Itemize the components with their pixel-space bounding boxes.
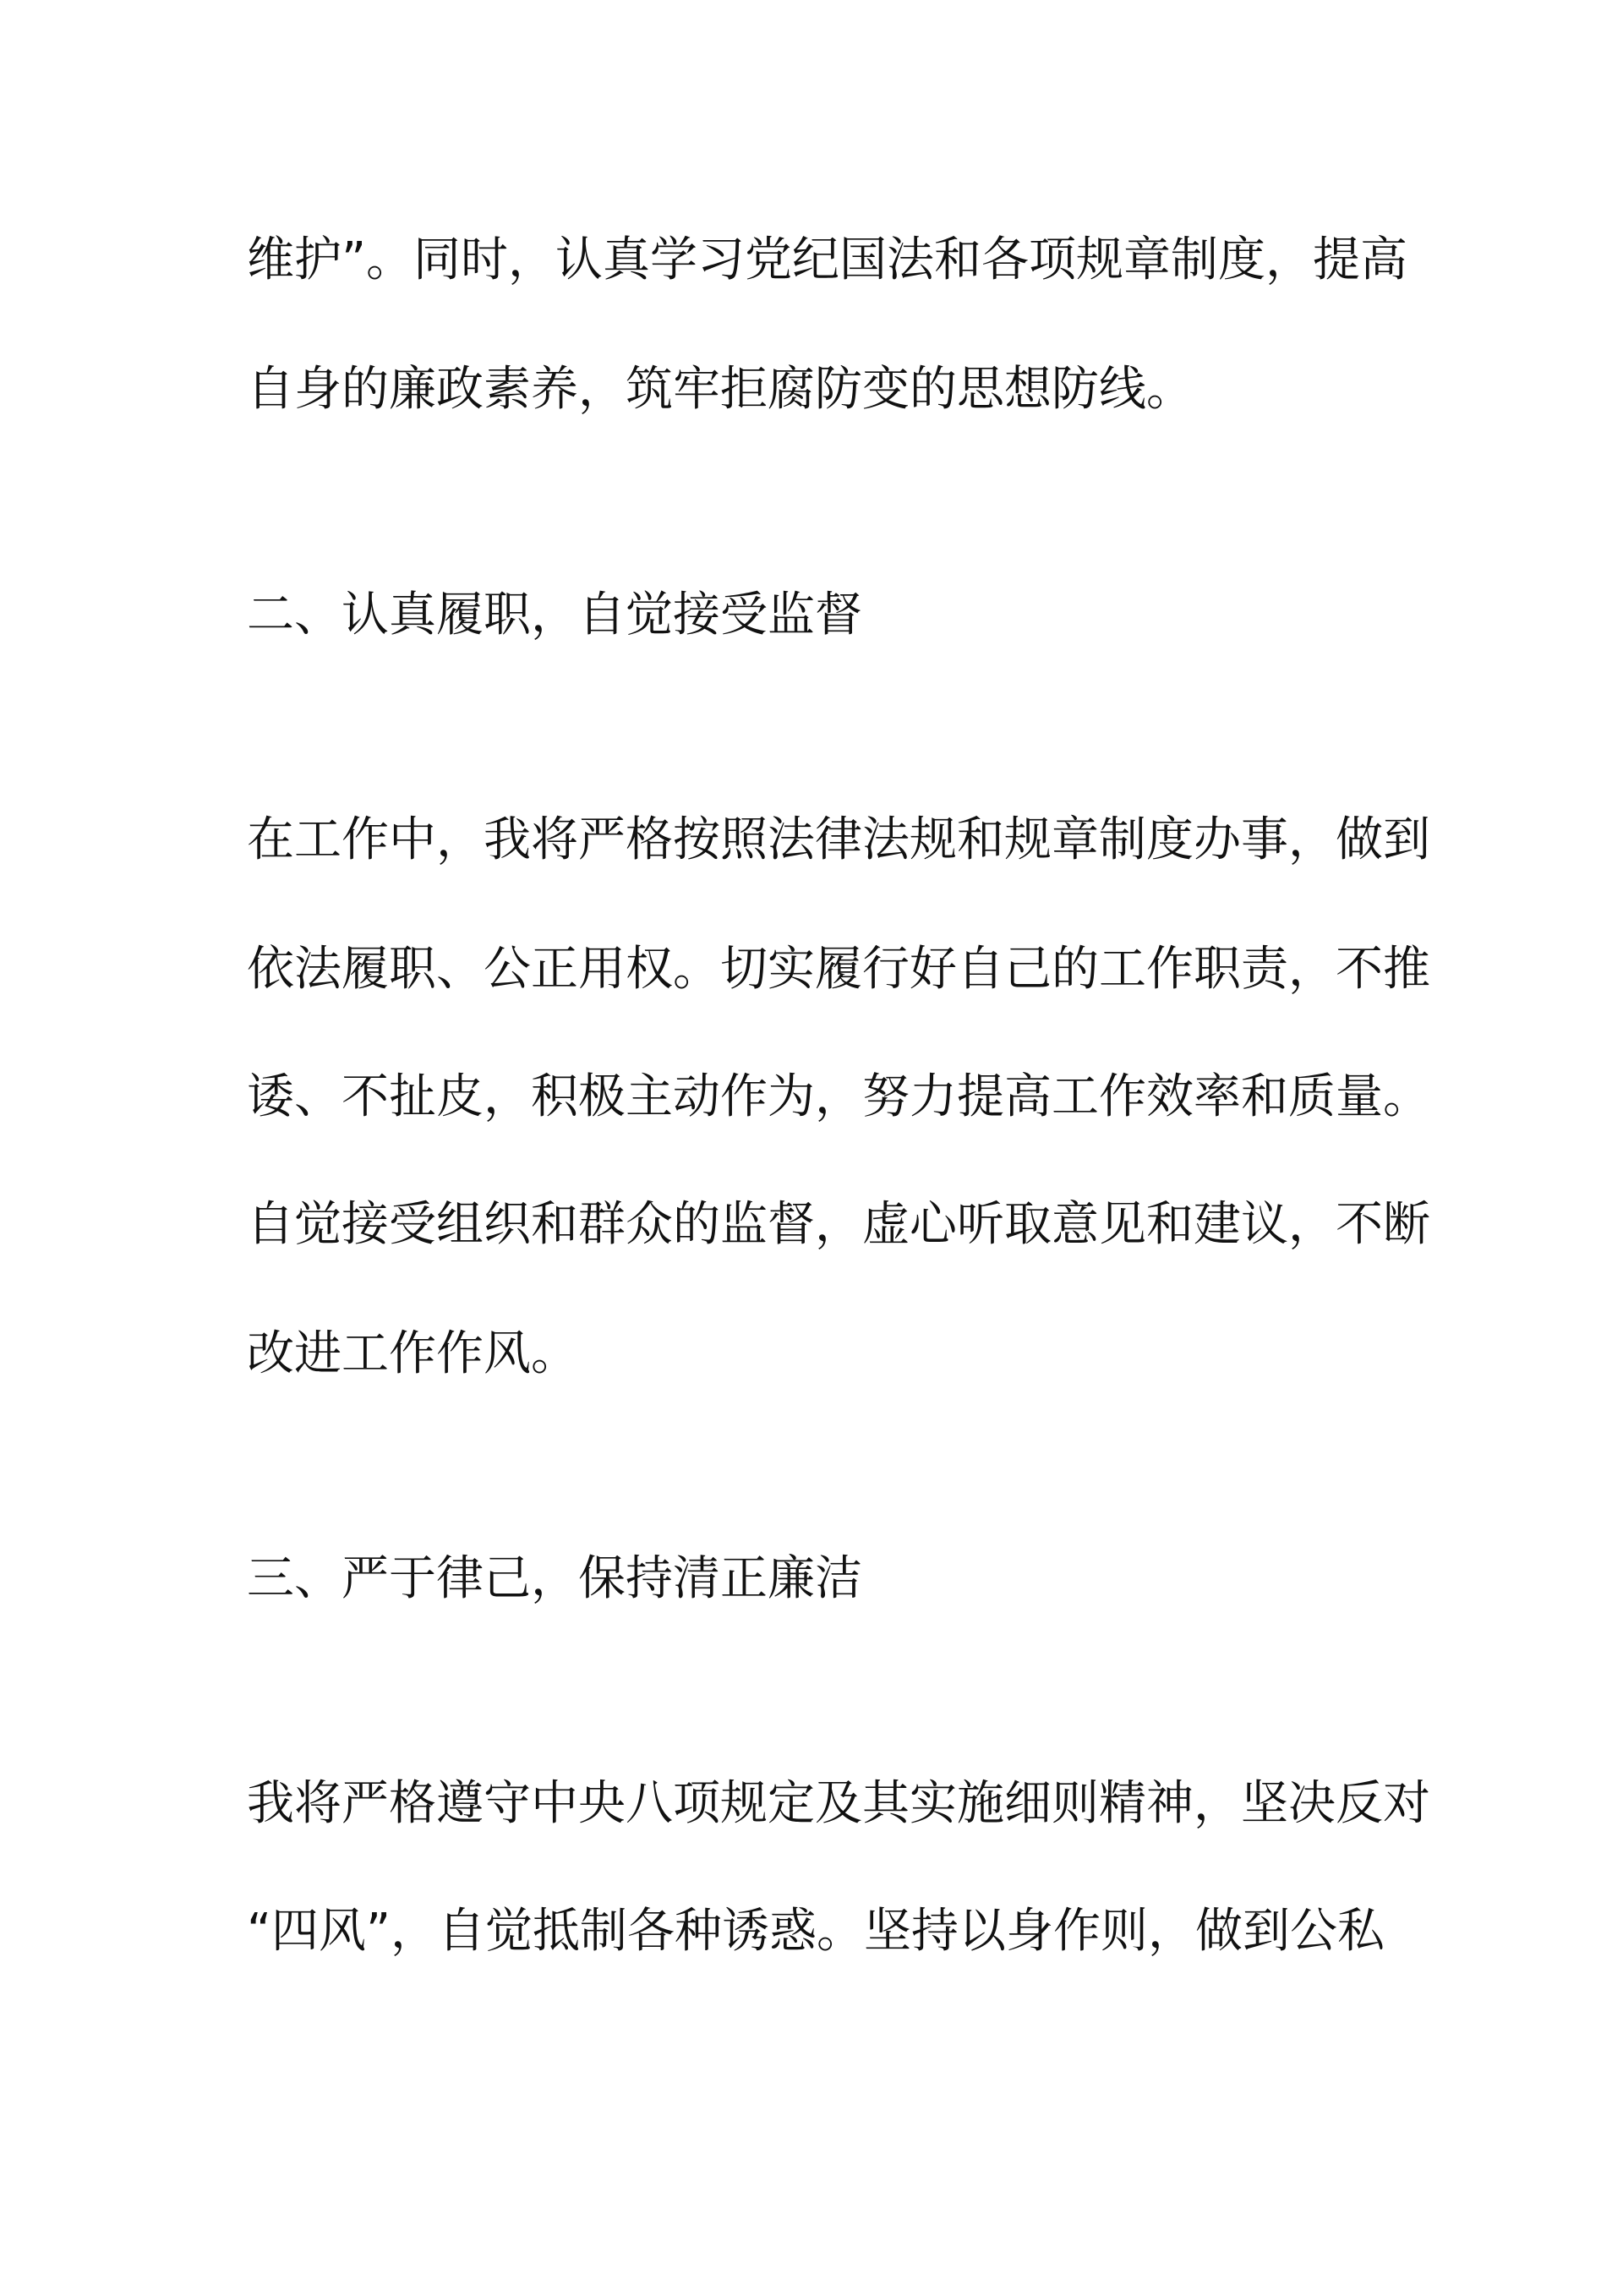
- paragraph-line: 维护”。同时，认真学习党纪国法和各项规章制度，提高: [247, 232, 1408, 287]
- paragraph-line: 改进工作作风。: [247, 1326, 578, 1381]
- section-heading-3: 三、严于律己，保持清正廉洁: [247, 1551, 862, 1606]
- paragraph-line: 在工作中，我将严格按照法律法规和规章制度办事，做到: [247, 812, 1430, 867]
- paragraph-line: “四风”，自觉抵制各种诱惑。坚持以身作则，做到公私: [247, 1904, 1385, 1959]
- paragraph-line: 诿、不扯皮，积极主动作为，努力提高工作效率和质量。: [247, 1069, 1430, 1124]
- paragraph-line: 自觉接受组织和群众的监督，虚心听取意见和建议，不断: [247, 1197, 1430, 1252]
- paragraph-line: 我将严格遵守中央八项规定及其实施细则精神，坚决反对: [247, 1776, 1430, 1831]
- paragraph-line: 自身的廉政素养，筑牢拒腐防变的思想防线。: [247, 362, 1194, 417]
- paragraph-line: 依法履职、公正用权。切实履行好自己的工作职责，不推: [247, 942, 1430, 997]
- section-heading-2: 二、认真履职，自觉接受监督: [247, 588, 862, 642]
